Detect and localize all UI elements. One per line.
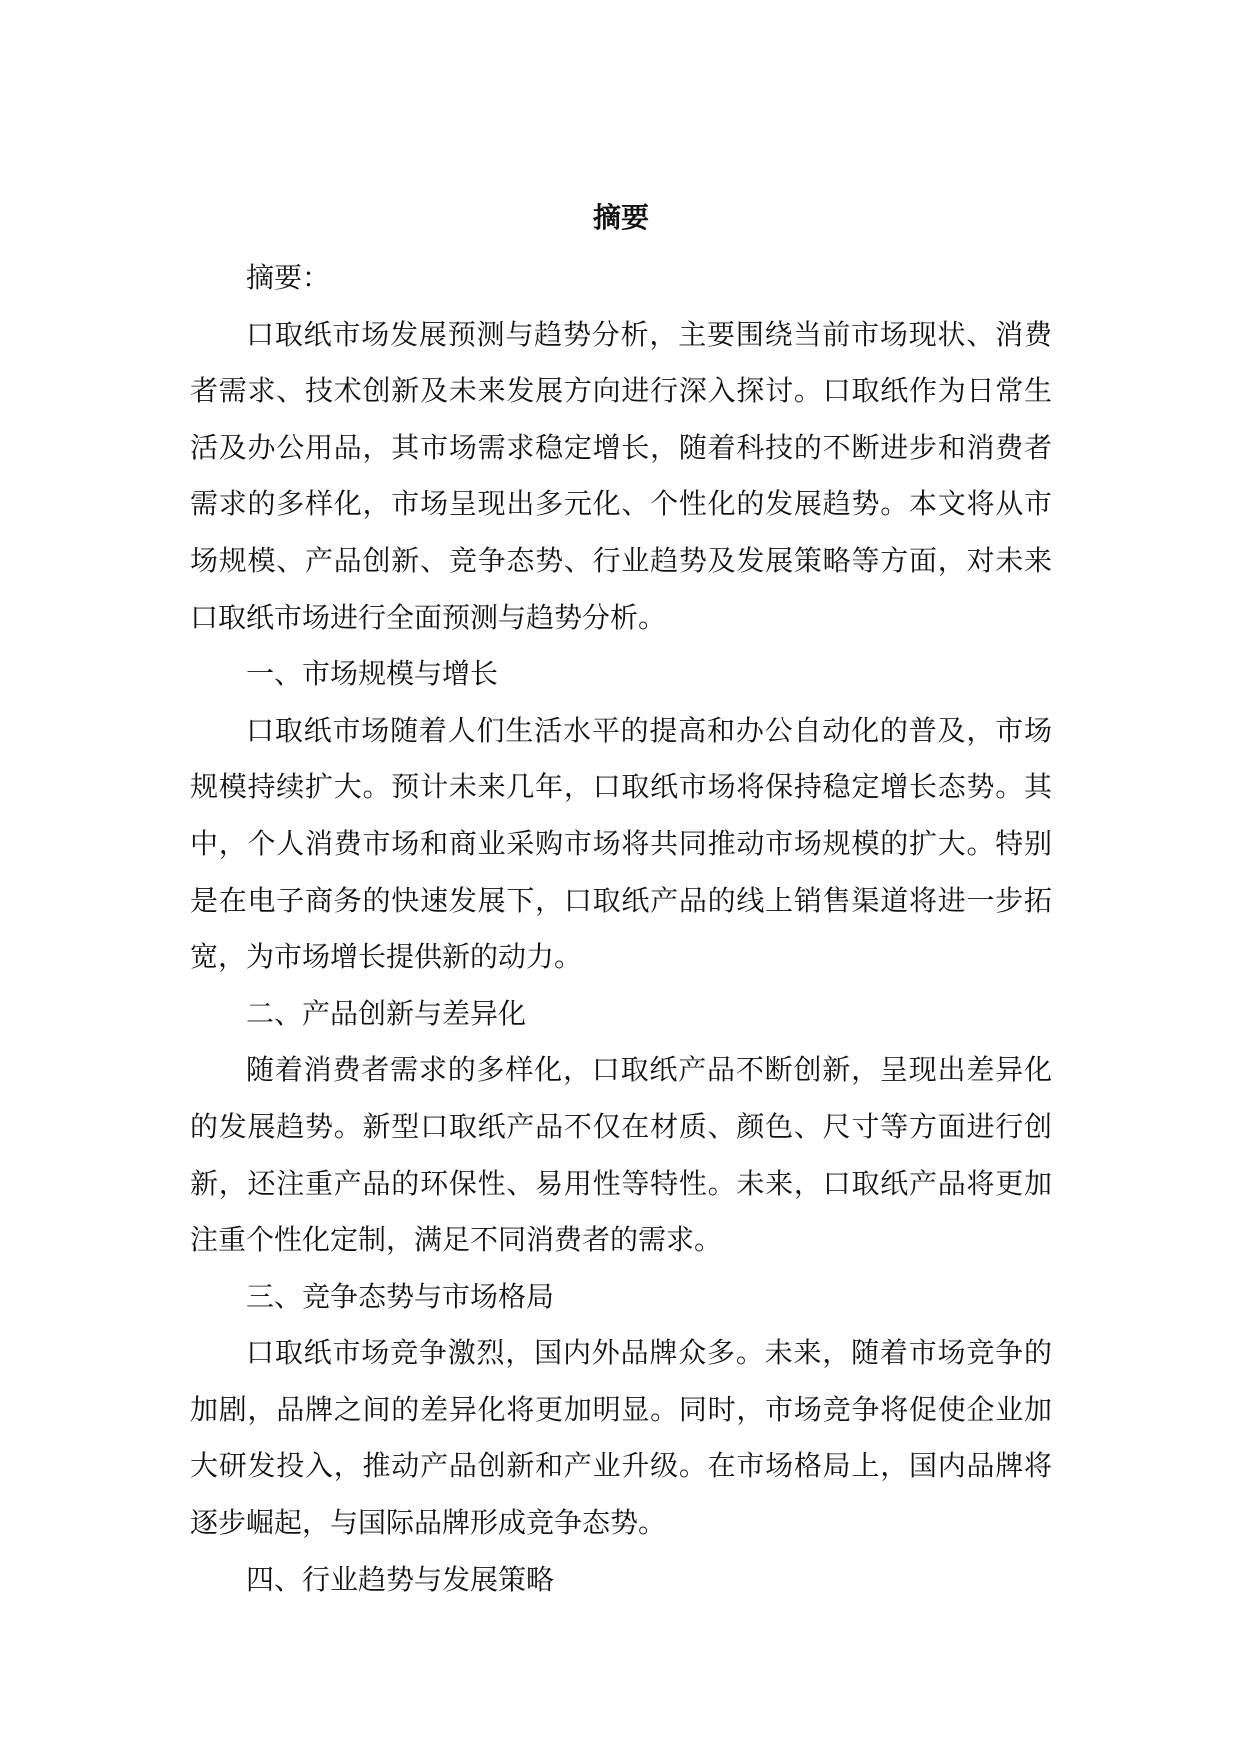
intro-paragraph: 口取纸市场发展预测与趋势分析，主要围绕当前市场现状、消费者需求、技术创新及未来发展方向进行深入探讨。口取纸作为日常生活及办公用品，其市场需求稳定增长，随着科技的不断进步和消费者需求的多样化，市场呈现出多元化、个性化的发展趋势。本文将从市场规模、产品创新、竞争态势、行业趋势及发展策略等方面，对未来口取纸市场进行全面预测与趋势分析。 [190, 317, 1052, 634]
abstract-label: 摘要： [246, 261, 331, 294]
section-heading-competition: 三、竞争态势与市场格局 [246, 1279, 555, 1313]
section-heading-industry-trends: 四、行业趋势与发展策略 [246, 1562, 555, 1596]
product-innovation-paragraph: 随着消费者需求的多样化，口取纸产品不断创新，呈现出差异化的发展趋势。新型口取纸产品不仅在材质、颜色、尺寸等方面进行创新，还注重产品的环保性、易用性等特性。未来，口取纸产品将更加注重个性化定制，满足不同消费者的需求。 [190, 1053, 1052, 1257]
section-heading-market-size: 一、市场规模与增长 [246, 657, 499, 691]
document-body [190, 250, 1052, 1608]
competition-paragraph: 口取纸市场竞争激烈，国内外品牌众多。未来，随着市场竞争的加剧，品牌之间的差异化将更加明显。同时，市场竞争将促使企业加大研发投入，推动产品创新和产业升级。在市场格局上，国内品牌将逐步崛起，与国际品牌形成竞争态势。 [190, 1336, 1052, 1540]
document-title: 摘要 [592, 201, 649, 234]
section-heading-product-innovation: 二、产品创新与差异化 [246, 996, 527, 1030]
market-size-paragraph: 口取纸市场随着人们生活水平的提高和办公自动化的普及，市场规模持续扩大。预计未来几年，口取纸市场将保持稳定增长态势。其中，个人消费市场和商业采购市场将共同推动市场规模的扩大。特别是在电子商务的快速发展下，口取纸产品的线上销售渠道将进一步拓宽，为市场增长提供新的动力。 [190, 713, 1052, 974]
